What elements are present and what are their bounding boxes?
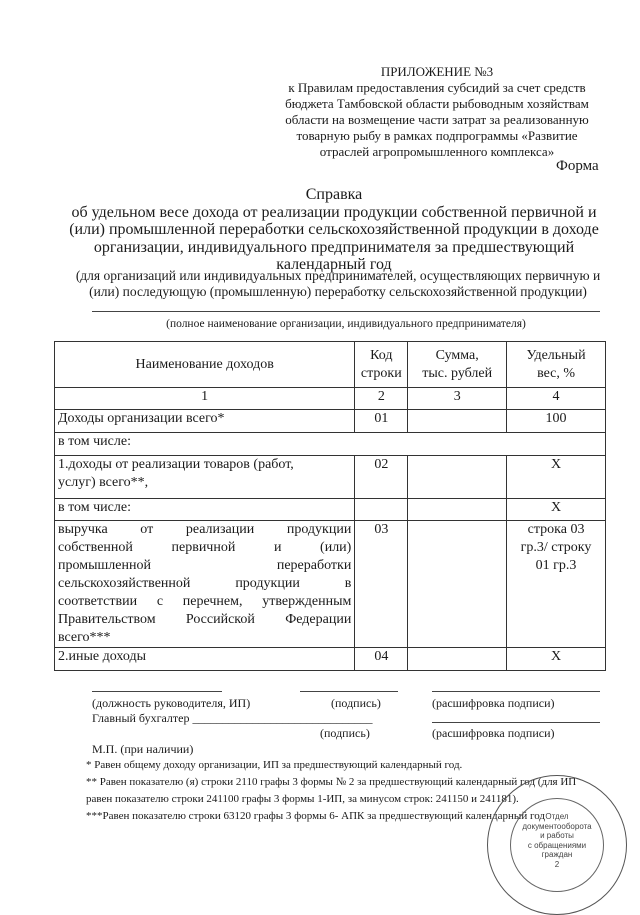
row-name-line: всего*** bbox=[58, 630, 111, 645]
subtitle-line: (или) последующую (промышленную) переработку сельскохозяйственной продукции) bbox=[89, 284, 587, 299]
appendix-line: отраслей агропромышленного комплекса» bbox=[319, 144, 555, 159]
document-subtitle bbox=[68, 268, 608, 300]
head-decode-caption: (расшифровка подписи) bbox=[432, 696, 555, 710]
table-row bbox=[55, 433, 606, 456]
header-share bbox=[507, 342, 606, 388]
row-share-line: 01 гр.3 bbox=[535, 558, 577, 573]
row-share bbox=[507, 521, 606, 648]
header-share-l2: вес, % bbox=[537, 365, 576, 381]
row-name: Доходы организации всего* bbox=[55, 410, 355, 433]
header-sum-l1: Сумма, bbox=[435, 347, 479, 363]
table-row bbox=[55, 521, 606, 648]
accountant-decode-caption: (расшифровка подписи) bbox=[432, 726, 555, 740]
row-code: 01 bbox=[355, 410, 408, 433]
table-row bbox=[55, 648, 606, 671]
row-name: в том числе: bbox=[55, 433, 606, 456]
appendix-line: области на возмещение части затрат за реализованную bbox=[285, 112, 589, 127]
row-name-line: выручка от реализации продукции bbox=[58, 522, 352, 537]
row-name-line: собственной первичной и (или) bbox=[58, 540, 352, 555]
stamp-line: и работы bbox=[540, 831, 574, 840]
accountant-signature-caption: (подпись) bbox=[320, 726, 370, 740]
title-line: (или) промышленной переработки сельскохозяйственной продукции в доходе bbox=[69, 221, 599, 238]
footnote: * Равен общему доходу организации, ИП за предшествующий календарный год. bbox=[86, 759, 463, 771]
stamp-line: 2 bbox=[554, 859, 560, 869]
col-number: 4 bbox=[507, 388, 606, 410]
table-row bbox=[55, 499, 606, 521]
col-number: 1 bbox=[55, 388, 355, 410]
header-sum bbox=[408, 342, 507, 388]
income-table bbox=[54, 341, 606, 671]
row-sum-field[interactable] bbox=[408, 410, 507, 433]
stamp-line: с обращениями bbox=[527, 840, 587, 850]
row-name bbox=[55, 456, 355, 499]
document-title bbox=[60, 186, 608, 274]
col-number: 2 bbox=[355, 388, 408, 410]
col-number: 3 bbox=[408, 388, 507, 410]
row-name-line: Правительством Российской Федерации bbox=[58, 612, 352, 627]
row-code: 04 bbox=[355, 648, 408, 671]
appendix-line: к Правилам предоставления субсидий за счет средств bbox=[288, 80, 586, 95]
row-name-line: 1.доходы от реализации товаров (работ, bbox=[58, 457, 294, 472]
row-name-line: услуг) всего**, bbox=[58, 475, 149, 490]
stamp-line: документооборота bbox=[522, 821, 592, 831]
org-name-caption: (полное наименование организации, индивидуального предпринимателя) bbox=[166, 318, 526, 330]
org-name-field[interactable] bbox=[92, 311, 600, 312]
appendix-block bbox=[262, 64, 612, 160]
accountant-decode-field[interactable] bbox=[432, 722, 600, 723]
row-sum-field[interactable] bbox=[408, 648, 507, 671]
table-header-row bbox=[55, 342, 606, 388]
row-share: Х bbox=[507, 648, 606, 671]
header-share-l1: Удельный bbox=[526, 347, 586, 363]
stamp-place: М.П. (при наличии) bbox=[92, 742, 194, 756]
table-row bbox=[55, 410, 606, 433]
row-share: Х bbox=[507, 456, 606, 499]
head-position-field[interactable] bbox=[92, 691, 222, 692]
stamp-line: граждан bbox=[541, 850, 573, 859]
row-code: 03 bbox=[355, 521, 408, 648]
title-line: организации, индивидуального предпринимателя за предшествующий bbox=[93, 238, 575, 256]
head-signature-caption: (подпись) bbox=[331, 696, 381, 710]
header-code-l2: строки bbox=[360, 365, 402, 381]
footnote: равен показателю строки 241100 графы 3 формы 1-ИП, за минусом строк: 241150 и 241181). bbox=[86, 793, 519, 805]
head-decode-field[interactable] bbox=[432, 691, 600, 692]
title-line: календарный год bbox=[276, 256, 392, 273]
stamp-line: Отдел bbox=[545, 812, 569, 821]
row-sum-field[interactable] bbox=[408, 521, 507, 648]
row-share: Х bbox=[507, 499, 606, 521]
row-name: 2.иные доходы bbox=[55, 648, 355, 671]
row-code: 02 bbox=[355, 456, 408, 499]
column-number-row bbox=[55, 388, 606, 410]
footnote: ***Равен показателю строки 63120 графы 3 формы 6- АПК за предшествующий календарный год bbox=[86, 810, 545, 822]
registration-stamp bbox=[487, 775, 627, 915]
row-name-line: соответствии с перечнем, утвержденным bbox=[58, 594, 352, 609]
subtitle-line: (для организаций или индивидуальных предпринимателей, осуществляющих первичную и bbox=[75, 268, 601, 283]
footnote: ** Равен показателю (я) строки 2110 графы 3 формы № 2 за предшествующий календарный год (для ИП bbox=[86, 776, 577, 788]
appendix-line: бюджета Тамбовской области рыбоводным хозяйствам bbox=[285, 96, 589, 111]
appendix-title: ПРИЛОЖЕНИЕ №3 bbox=[380, 64, 494, 79]
row-share-line: строка 03 bbox=[527, 522, 585, 537]
row-name bbox=[55, 521, 355, 648]
row-name-line: сельскохозяйственной продукции в bbox=[58, 576, 352, 591]
title-line: об удельном весе дохода от реализации продукции собственной первичной и bbox=[71, 203, 597, 221]
appendix-line: товарную рыбу в рамках подпрограммы «Развитие bbox=[296, 128, 578, 143]
header-code bbox=[355, 342, 408, 388]
row-share: 100 bbox=[507, 410, 606, 433]
row-sum-field[interactable] bbox=[408, 456, 507, 499]
header-sum-l2: тыс. рублей bbox=[422, 365, 493, 381]
stamp-text bbox=[518, 812, 596, 869]
head-signature-field[interactable] bbox=[300, 691, 398, 692]
accountant-label: Главный бухгалтер ______________________________ bbox=[92, 711, 373, 725]
row-name-line: промышленной переработки bbox=[58, 558, 352, 573]
header-code-l1: Код bbox=[370, 347, 393, 363]
row-share-line: гр.3/ строку bbox=[520, 540, 592, 555]
row-name: в том числе: bbox=[55, 499, 355, 521]
form-label: Форма bbox=[556, 158, 599, 174]
title-heading: Справка bbox=[305, 186, 363, 203]
table-row bbox=[55, 456, 606, 499]
head-position-caption: (должность руководителя, ИП) bbox=[92, 696, 251, 710]
header-name: Наименование доходов bbox=[55, 342, 355, 388]
